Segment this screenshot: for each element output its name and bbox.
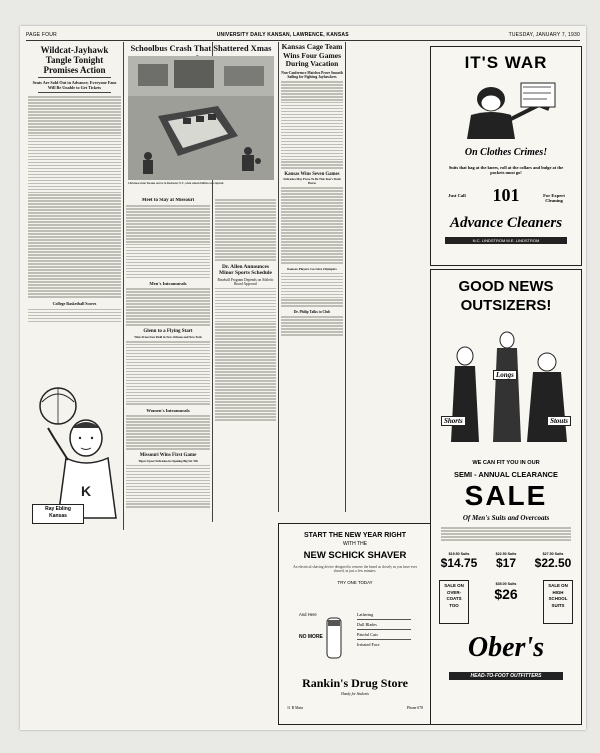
column-3: Kansas Cage Team Wins Four Games During Vacation Non-Conference Matches Prove Smooth Sailing for Fighting Jayhawkers Kansas Wins Seven Games Nebraska May Prove To Be This Year's Dark Horse Kansas Players Go Give Olympics Dr. Philip Talks to Club [281,43,343,513]
sale-kind: SEMI - ANNUAL CLEARANCE [454,470,558,479]
subhead-seats: Seats Are Sold Out in Advance; Everyone Fans Will Be Unable to Get Tickets [32,80,117,90]
man-cartoon-drawing [451,79,561,141]
ray-ebling-illustration [28,378,122,528]
headline-olympics: Kansas Players Go Give Olympics [287,266,337,271]
subhead-college-scores: College Basketball Scores [52,300,97,306]
label-longs: Longs [493,370,517,380]
headline-glenn-flying-start: Glenn to a Flying Start [143,328,193,334]
headline-womens-intramurals: Women's Intramurals [146,408,190,414]
war-phone-number: 101 [492,185,520,205]
rankins-tagline: Handy for Students [341,692,369,696]
headline-kansas-seven-games: Kansas Wins Seven Games [284,172,340,178]
schoolbus-crash-photo [128,56,274,180]
headline-kansas-cage: Kansas Cage Team Wins Four Games During Vacation [281,43,343,68]
schick-no-more: NO MORE [299,634,323,640]
sale-headline2: OUTSIZERS! [460,297,552,314]
page-number: PAGE FOUR [26,32,57,38]
sale-headline1: GOOD NEWS [458,278,554,295]
headline-missouri-wins: Missouri Wins First Game [139,452,197,458]
feature-item: Dull Blades [357,620,411,630]
headline-wildcat-jayhawk: Wildcat-Jayhawk Tangle Tonight Promises Action [40,45,109,75]
headline-dr-allen: Dr. Allen Announces Minor Sports Schedule [219,263,272,276]
war-owners: N.C. LINDSTROM M.E. LINDSTROM [445,237,567,244]
headline-meet-missouri: Meet to Stay at Missouri [141,198,195,203]
headline-dr-philip: Dr. Philip Talks to Club [293,310,331,315]
advance-cleaners-logo: Advance Cleaners [449,215,563,231]
newspaper-page [20,26,586,730]
obers-tagline: HEAD-TO-FOOT OUTFITTERS [449,672,563,680]
schick-line2: WITH THE [342,541,368,547]
box-score-table [215,231,276,232]
schick-line1: START THE NEW YEAR RIGHT [303,532,407,539]
schick-blurb: An electrical shaving device designed to remove the beard as closely as you have ever shaved, in just a few minutes. [293,565,417,574]
column-2b: Dr. Allen Announces Minor Sports Schedule Baseball Program Depends on Athletic Board Approval [215,198,276,518]
column-1 [28,43,121,373]
rankins-phone: Phone 678 [406,706,423,710]
sale-word: SALE [464,480,548,511]
paper-date: TUESDAY, JANUARY 7, 1930 [508,32,580,38]
schick-try: TRY ONE TODAY [337,579,373,585]
schick-shaver-ad [278,523,432,725]
label-shorts: Shorts [441,416,466,426]
sale-fit-line: WE CAN FIT YOU IN OUR [472,460,540,466]
body-text [28,96,121,298]
sale-of: Of Men's Suits and Overcoats [462,514,550,522]
war-offer: Suits that bag at the knees, roll at the collars and bulge at the pockets must go! [448,165,564,176]
obers-sale-ad [430,269,582,725]
ray-ebling-label: Ray Ebling Kansas [32,504,84,524]
schoolbus-story [126,43,276,193]
advance-cleaners-ad [430,46,582,266]
column-2: Meet to Stay at Missouri Men's Intramurals Glenn to a Flying Start Wins From Fast Field in New Orleans and New York Women's Intramurals Missouri Wins First Game Tigers Upset Nebraska in Opening Big Six Tilt [126,198,210,528]
feature-item: Painful Cuts [357,630,411,640]
war-expert: For Expert Cleaning [543,193,565,204]
price-col-mid: $35.00 Suits $26 [494,582,518,602]
rankins-drug-store: Rankin's Drug Store [302,676,408,690]
war-slogan: On Clothes Crimes! [464,147,548,158]
subhead-non-conference: Non-Conference Matches Prove Smooth Sailing for Fighting Jayhawkers [281,70,343,79]
schick-product: NEW SCHICK SHAVER [303,550,407,561]
photo-caption: Christmas cheer became sorrow in Rochester, N.Y., when school children were injured [128,182,224,185]
obers-logo: Ober's [467,632,545,663]
three-men-drawing [437,322,575,448]
headline-schoolbus: Schoolbus Crash That Shattered Xmas [130,43,272,53]
page-header [26,30,580,41]
shaver-icon [321,616,347,660]
feature-item: Irritated Face [357,642,380,647]
war-headline: IT'S WAR [464,53,548,72]
price-col-3: $27.50 Suits $22.50 [534,552,572,570]
headline-mens-intramurals: Men's Intramurals [149,281,187,287]
overcoat-note: SALE ON OVER-COATS TOO [439,580,469,624]
price-col-1: $19.50 Suits $14.75 [440,552,478,570]
label-stouts: Stouts [547,416,571,426]
schick-and-here: And Here [299,612,317,617]
high-school-note: SALE ON HIGH SCHOOL SUITS [543,580,573,624]
rankins-address: 11 B Main [287,706,304,710]
price-col-2: $22.50 Suits $17 [495,552,517,570]
feature-item: Lathering [357,610,411,620]
war-just-call: Just Call [448,193,466,198]
paper-name: UNIVERSITY DAILY KANSAN, LAWRENCE, KANSAS [216,32,349,38]
svg-text:K: K [80,483,92,499]
